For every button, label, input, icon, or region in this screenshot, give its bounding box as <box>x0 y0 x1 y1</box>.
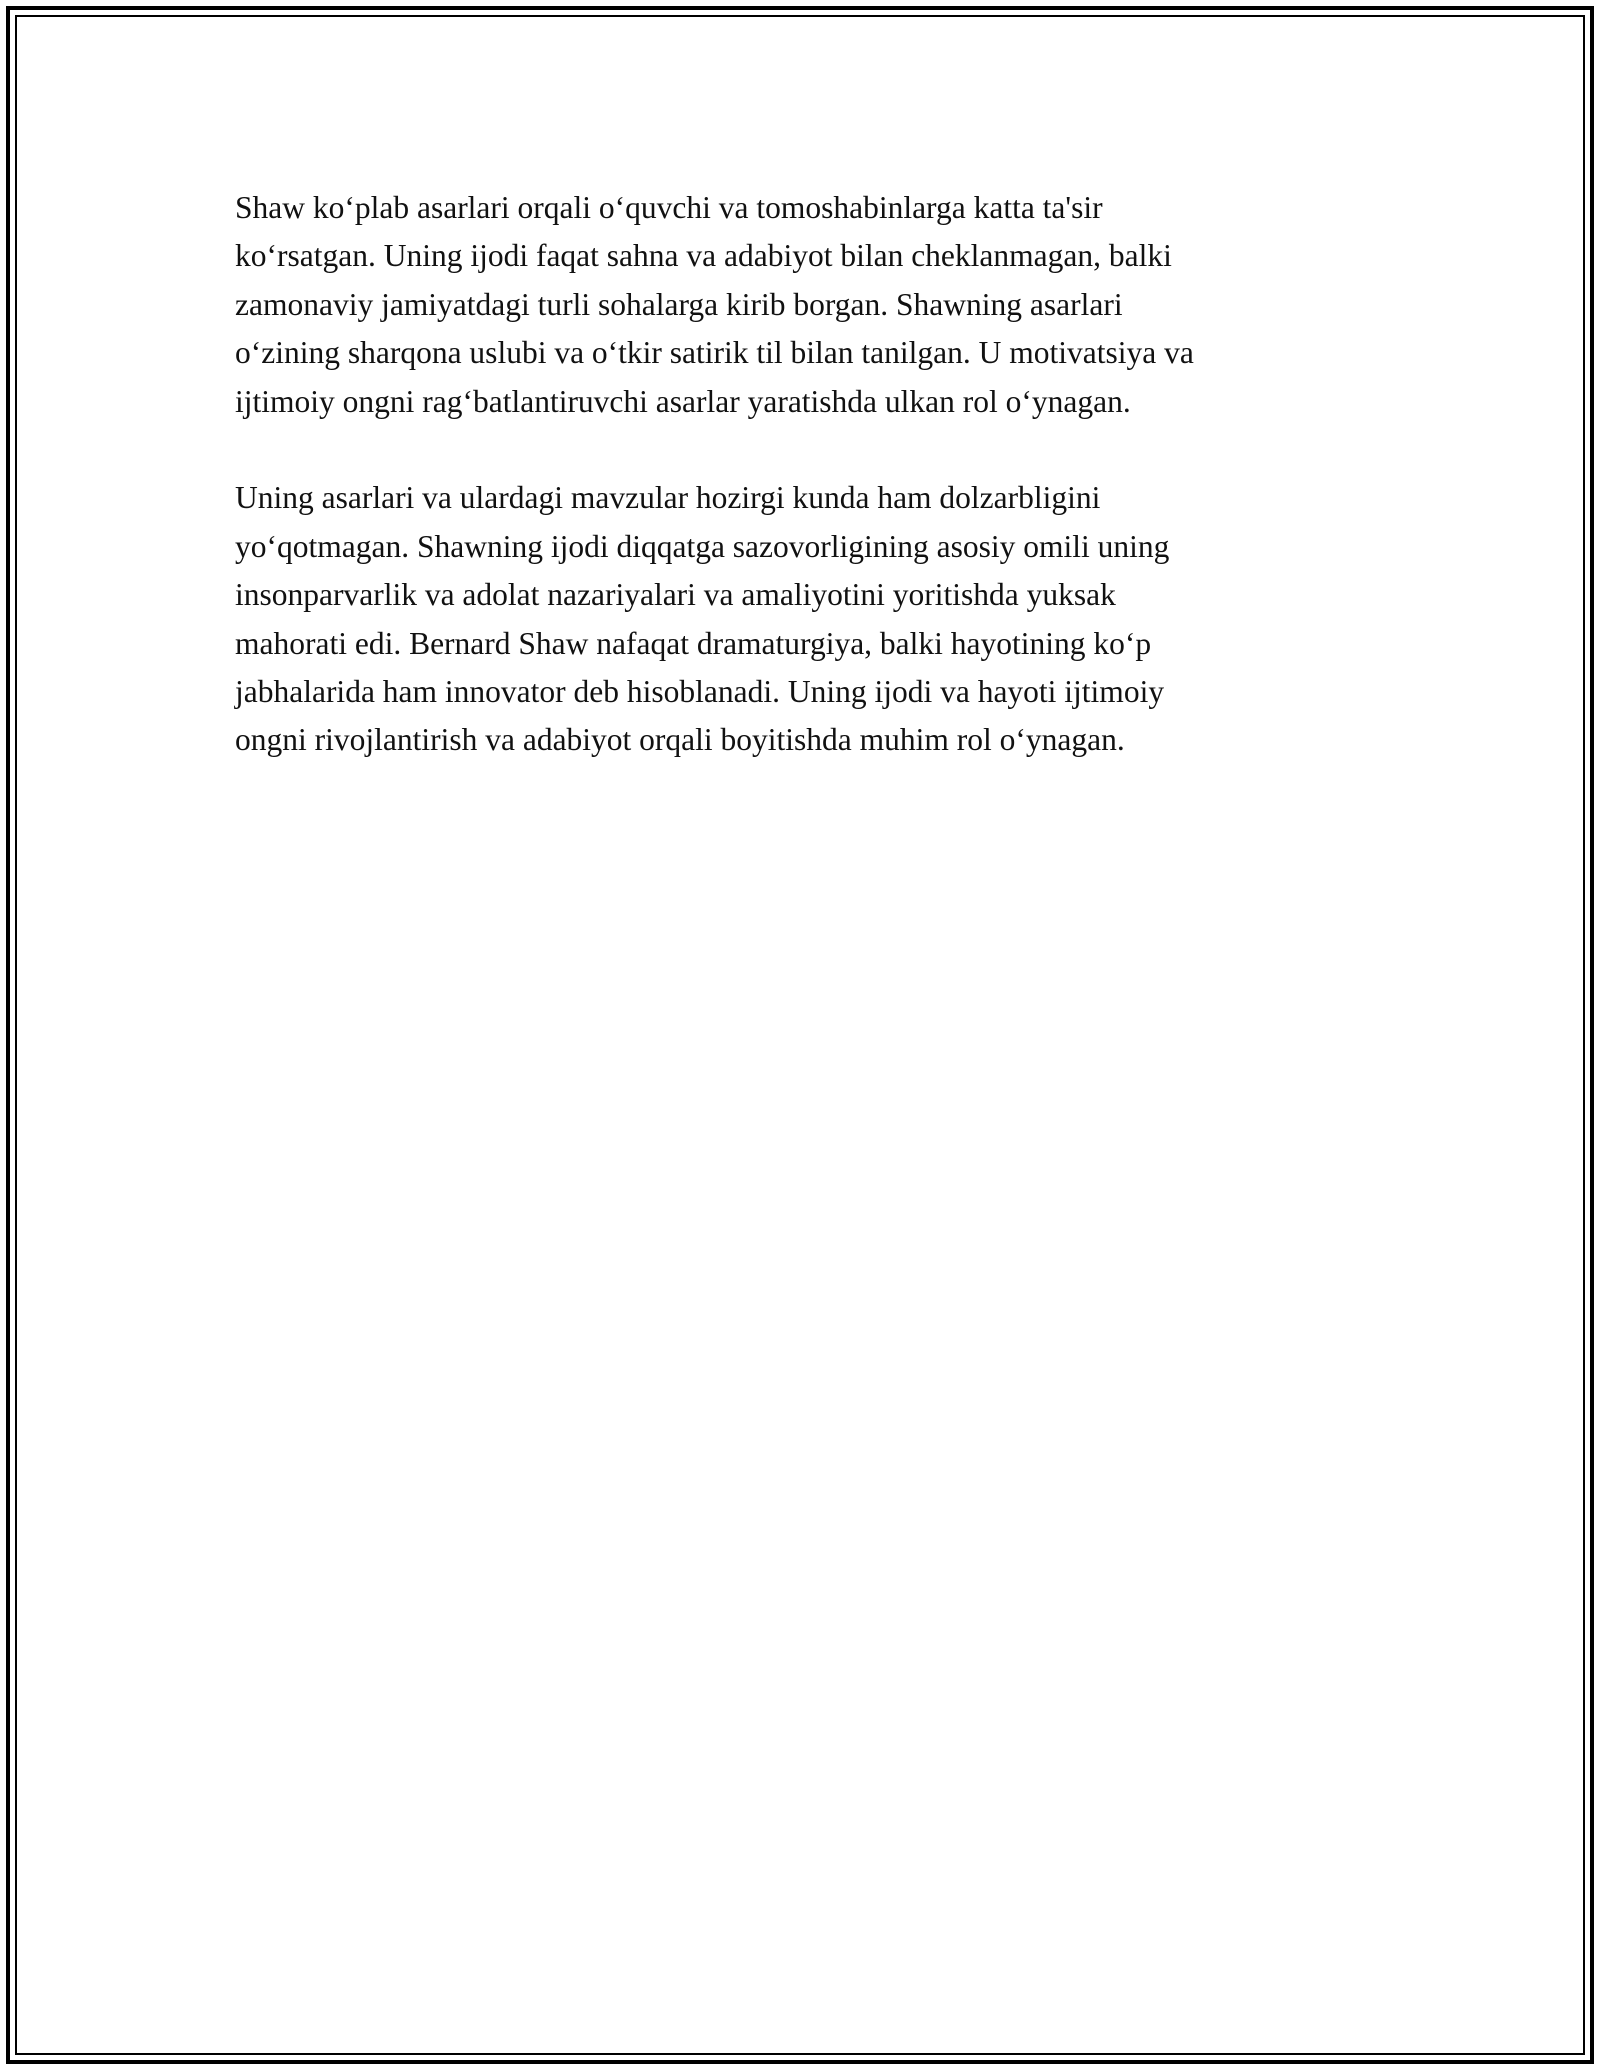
text-line: zamonaviy jamiyatdagi turli sohalarga kirib borgan. Shawning asarlari <box>235 286 1123 322</box>
paragraph-1 <box>235 184 1375 426</box>
text-line: ko‘rsatgan. Uning ijodi faqat sahna va adabiyot bilan cheklanmagan, balki <box>235 238 1172 274</box>
text-line: mahorati edi. Bernard Shaw nafaqat dramaturgiya, balki hayotining ko‘p <box>235 625 1152 661</box>
text-line: insonparvarlik va adolat nazariyalari va amaliyotini yoritishda yuksak <box>235 577 1116 613</box>
text-line: yo‘qotmagan. Shawning ijodi diqqatga sazovorligining asosiy omili uning <box>235 528 1170 564</box>
text-line: ongni rivojlantirish va adabiyot orqali boyitishda muhim rol o‘ynagan. <box>235 722 1125 758</box>
text-line: o‘zining sharqona uslubi va o‘tkir satirik til bilan tanilgan. U motivatsiya va <box>235 335 1194 371</box>
paragraph-2 <box>235 474 1375 764</box>
text-line: Shaw ko‘plab asarlari orqali o‘quvchi va tomoshabinlarga katta ta'sir <box>235 190 1103 225</box>
document-body <box>235 184 1375 813</box>
text-line: jabhalarida ham innovator deb hisoblanadi. Uning ijodi va hayoti ijtimoiy <box>235 674 1165 710</box>
text-line: ijtimoiy ongni rag‘batlantiruvchi asarlar yaratishda ulkan rol o‘ynagan. <box>235 383 1131 419</box>
text-line: Uning asarlari va ulardagi mavzular hozirgi kunda ham dolzarbligini <box>235 480 1101 516</box>
